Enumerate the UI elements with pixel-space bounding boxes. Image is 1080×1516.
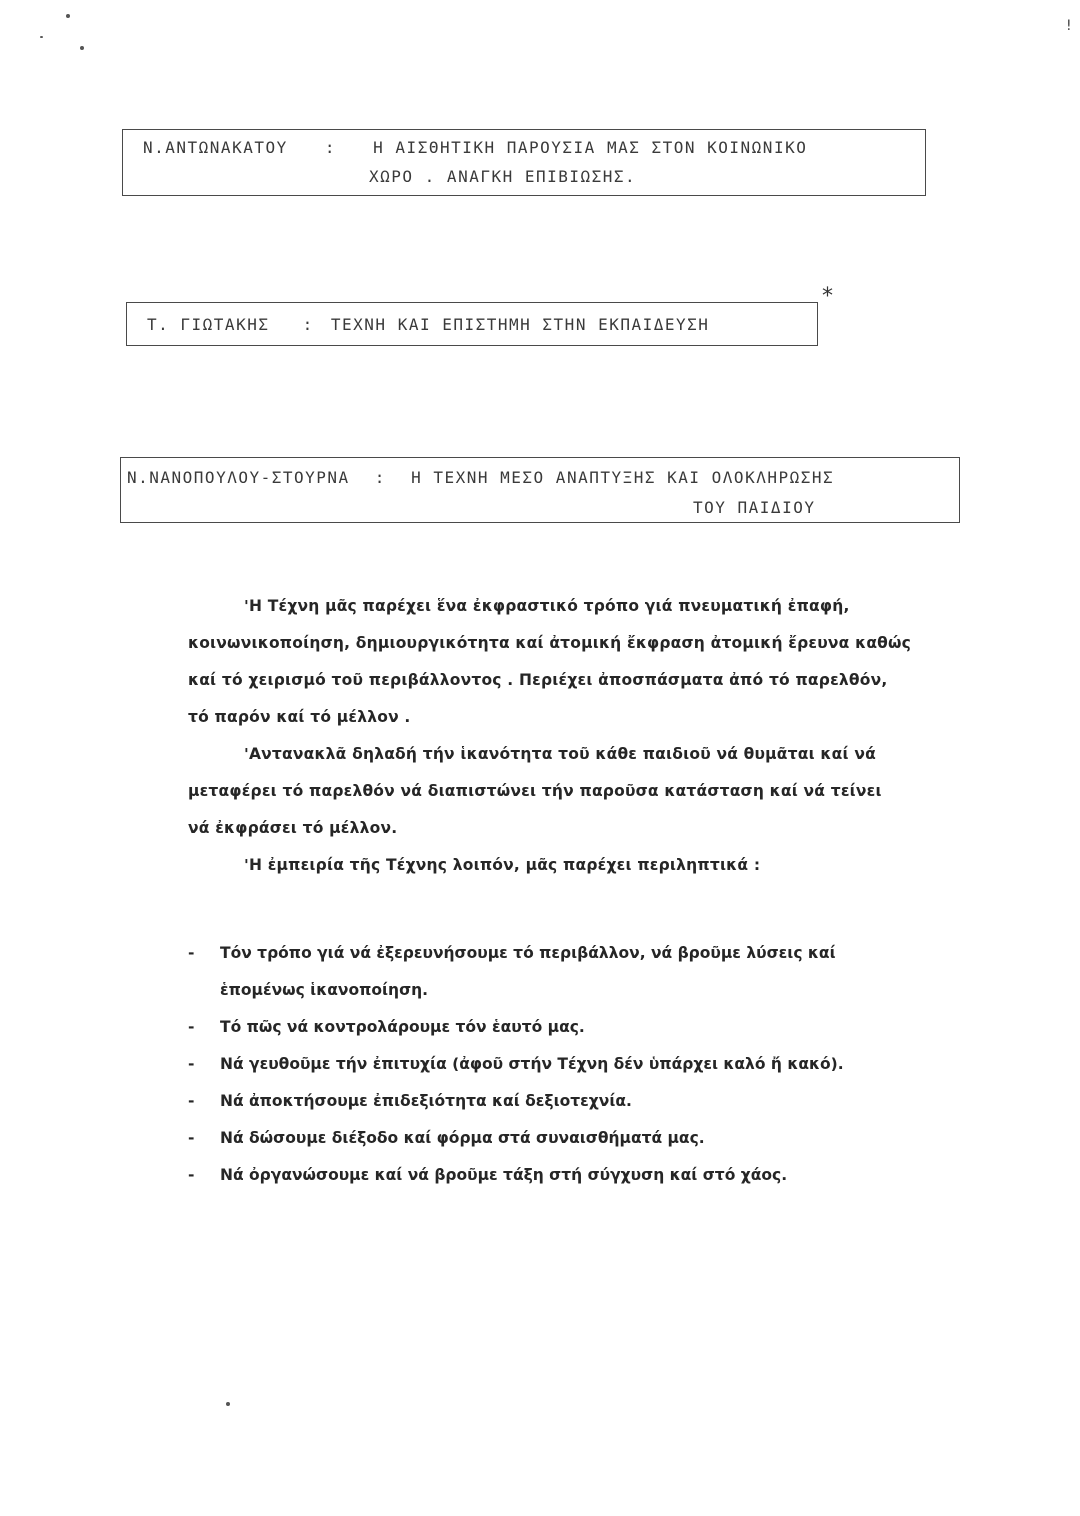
entry-line-1 xyxy=(127,468,834,487)
paragraph-2 xyxy=(188,736,988,847)
entry-title: ΤΕΧΝΗ ΚΑΙ ΕΠΙΣΤΗΜΗ ΣΤΗΝ ΕΚΠΑΙΔΕΥΣΗ xyxy=(330,315,710,334)
entry-line-2 xyxy=(369,167,636,186)
asterisk-mark: * xyxy=(822,284,833,309)
entry-separator: : xyxy=(302,315,314,334)
list-item xyxy=(188,1083,1008,1120)
list-item xyxy=(188,1157,1008,1194)
margin-mark: ! xyxy=(1066,18,1072,34)
scan-speck xyxy=(80,46,84,50)
body-text xyxy=(188,588,988,884)
paragraph-line: μεταφέρει τό παρελθόν νά διαπιστώνει τήν παροῦσα κατάσταση καί νά τείνει xyxy=(188,782,882,800)
bullet-dash: - xyxy=(188,1129,195,1147)
entry-title-continued: ΧΩΡΟ . ΑΝΑΓΚΗ ΕΠΙΒΙΩΣΗΣ. xyxy=(369,167,637,186)
paragraph-line: κοινωνικοποίηση, δημιουργικότητα καί ἀτομική ἔκφραση ἀτομική ἔρευνα καθώς xyxy=(188,634,912,652)
list-item xyxy=(188,1120,1008,1157)
list-item-text: Τόν τρόπο γιά νά ἐξερευνήσουμε τό περιβάλλον, νά βροῦμε λύσεις καί xyxy=(220,944,836,962)
scan-speck xyxy=(66,14,70,18)
entry-line-1 xyxy=(143,138,807,157)
paragraph-line: 'Η ἐμπειρία τῆς Τέχνης λοιπόν, μᾶς παρέχει περιληπτικά : xyxy=(244,856,761,874)
entry-title-continued: ΤΟΥ ΠΑΙΔΙΟΥ xyxy=(693,498,816,517)
entry-separator: : xyxy=(324,138,337,157)
bullet-dash: - xyxy=(188,1055,195,1073)
list-item xyxy=(188,1046,1008,1083)
entry-title: Η ΤΕΧΝΗ ΜΕΣΟ ΑΝΑΠΤΥΞΗΣ ΚΑΙ ΟΛΟΚΛΗΡΩΣΗΣ xyxy=(411,468,835,487)
scan-speck xyxy=(226,1402,230,1406)
entry-title: Η ΑΙΣΘΗΤΙΚΗ ΠΑΡΟΥΣΙΑ ΜΑΣ ΣΤΟΝ ΚΟΙΝΩΝΙΚΟ xyxy=(373,138,808,157)
entry-line-1 xyxy=(147,315,709,334)
entry-box-giotakis xyxy=(126,302,818,346)
paragraph-1 xyxy=(188,588,988,736)
paragraph-line: 'Αντανακλᾶ δηλαδή τήν ἱκανότητα τοῦ κάθε παιδιοῦ νά θυμᾶται καί νά xyxy=(244,745,876,763)
bullet-list xyxy=(188,935,1008,1194)
entry-author: Ν.ΝΑΝΟΠΟΥΛΟΥ-ΣΤΟΥΡΝΑ xyxy=(127,468,350,487)
entry-line-2 xyxy=(693,498,815,517)
entry-box-antonakatou xyxy=(122,129,926,196)
bullet-dash: - xyxy=(188,1092,195,1110)
bullet-dash: - xyxy=(188,1166,195,1184)
list-item-text: Νά ὀργανώσουμε καί νά βροῦμε τάξη στή σύγχυση καί στό χάος. xyxy=(220,1166,788,1184)
paragraph-line: 'Η Τέχνη μᾶς παρέχει ἕνα ἐκφραστικό τρόπο γιά πνευματική ἐπαφή, xyxy=(244,597,850,615)
paragraph-line: καί τό χειρισμό τοῦ περιβάλλοντος . Περιέχει ἀποσπάσματα ἀπό τό παρελθόν, xyxy=(188,671,888,689)
list-item-text: Νά γευθοῦμε τήν ἐπιτυχία (ἀφοῦ στήν Τέχνη δέν ὑπάρχει καλό ἤ κακό). xyxy=(220,1055,844,1073)
list-item xyxy=(188,1009,1008,1046)
list-item-text: Τό πῶς νά κοντρολάρουμε τόν ἑαυτό μας. xyxy=(220,1018,585,1036)
entry-author: Ν.ΑΝΤΩΝΑΚΑΤΟΥ xyxy=(143,138,288,157)
list-item-text: Νά δώσουμε διέξοδο καί φόρμα στά συναισθήματά μας. xyxy=(220,1129,705,1147)
entry-separator: : xyxy=(374,468,386,487)
bullet-dash: - xyxy=(188,944,195,962)
list-item-text: Νά ἀποκτήσουμε ἐπιδεξιότητα καί δεξιοτεχνία. xyxy=(220,1092,632,1110)
paragraph-line: νά ἐκφράσει τό μέλλον. xyxy=(188,819,398,837)
entry-box-nanopoulou xyxy=(120,457,960,523)
paragraph-line: τό παρόν καί τό μέλλον . xyxy=(188,708,411,726)
bullet-dash: - xyxy=(188,1018,195,1036)
list-item-text-continued: ἑπομένως ἱκανοποίηση. xyxy=(220,981,429,999)
entry-author: Τ. ΓΙΩΤΑΚΗΣ xyxy=(147,315,270,334)
paragraph-3 xyxy=(188,847,988,884)
scan-speck xyxy=(40,36,43,38)
list-item xyxy=(188,935,1008,1009)
